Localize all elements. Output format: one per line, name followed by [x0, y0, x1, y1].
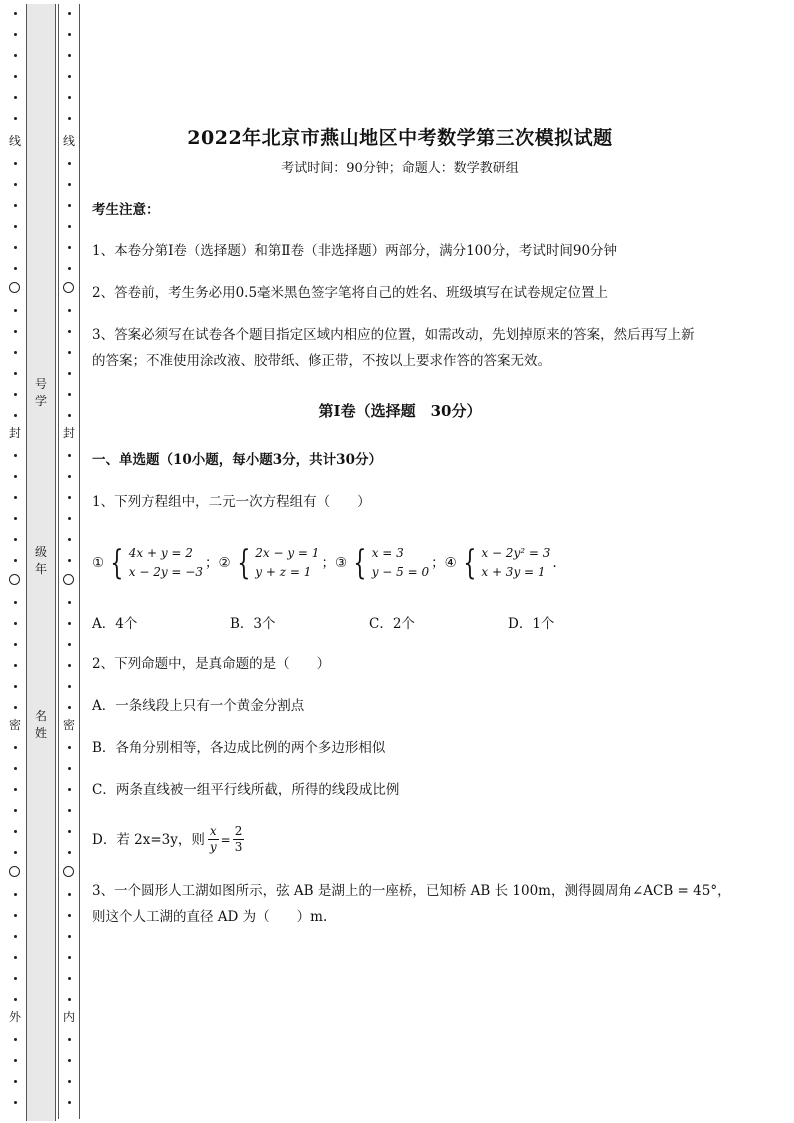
equals-sign: =	[220, 832, 231, 847]
dot	[68, 685, 71, 688]
dot	[14, 414, 17, 417]
dot	[14, 96, 17, 99]
dot	[68, 977, 71, 980]
dot	[68, 267, 71, 270]
dot	[14, 685, 17, 688]
dot	[68, 1080, 71, 1083]
dot	[68, 935, 71, 938]
exam-subtitle: 考试时间：90分钟；命题人：数学教研组	[281, 161, 519, 176]
dot	[68, 475, 71, 478]
dot	[68, 1038, 71, 1041]
question-1-systems	[92, 541, 557, 585]
dot	[68, 517, 71, 520]
dot	[14, 393, 17, 396]
circle-mark	[63, 574, 74, 585]
dot	[68, 622, 71, 625]
numerator: 2	[234, 824, 243, 838]
dot	[14, 1059, 17, 1062]
dot	[68, 351, 71, 354]
fraction-x-over-y	[208, 824, 219, 855]
dot	[68, 914, 71, 917]
equation: y + z = 1	[255, 565, 312, 579]
dot	[68, 956, 71, 959]
dot	[14, 204, 17, 207]
dot	[14, 372, 17, 375]
dot	[14, 977, 17, 980]
class-label: 级 年	[34, 545, 47, 576]
question-1-option-a: A．4个	[92, 616, 138, 632]
dot	[68, 96, 71, 99]
system-label: ④	[444, 555, 457, 571]
dot	[14, 12, 17, 15]
equation-system: { 4x + y = 2 x − 2y = −3	[110, 543, 203, 583]
dot	[14, 75, 17, 78]
dot	[68, 183, 71, 186]
dot	[68, 559, 71, 562]
question-1-stem: 1、下列方程组中，二元一次方程组有（ ）	[92, 494, 371, 510]
question-1-option-d: D．1个	[508, 616, 555, 632]
question-2-option-a: A．一条线段上只有一个黄金分割点	[92, 698, 305, 714]
dot	[68, 75, 71, 78]
dot	[68, 998, 71, 1001]
dot	[68, 851, 71, 854]
dot	[14, 643, 17, 646]
name-label: 名 姓	[34, 709, 47, 740]
binding-mark-secret: 密	[62, 718, 75, 732]
dot	[68, 809, 71, 812]
denominator: 3	[234, 840, 243, 854]
dot	[14, 330, 17, 333]
dot	[68, 830, 71, 833]
equation-system: { x − 2y² = 3 x + 3y = 1	[463, 543, 551, 583]
dot	[14, 830, 17, 833]
dot	[14, 246, 17, 249]
circle-mark	[9, 866, 20, 877]
binding-mark-outer: 外	[8, 1010, 21, 1024]
dot	[14, 1038, 17, 1041]
system-label: ①	[92, 555, 105, 571]
option-d-text: D．若 2x=3y，则	[92, 831, 205, 848]
dot	[68, 33, 71, 36]
dot	[14, 309, 17, 312]
dot	[68, 643, 71, 646]
dot	[68, 601, 71, 604]
dot	[14, 351, 17, 354]
part-heading: 一、单选题（10小题，每小题3分，共计30分）	[92, 452, 382, 468]
dot	[14, 746, 17, 749]
dot	[14, 1101, 17, 1104]
dot	[14, 183, 17, 186]
denominator: y	[209, 840, 217, 854]
dot	[14, 54, 17, 57]
separator: ；	[205, 555, 219, 571]
question-1-option-b: B．3个	[230, 616, 276, 632]
dot	[68, 746, 71, 749]
dot	[14, 956, 17, 959]
notice-item: 2、答卷前，考生务必用0.5毫米黑色签字笔将自己的姓名、班级填写在试卷规定位置上	[92, 285, 609, 301]
dot	[68, 454, 71, 457]
question-1-option-c: C．2个	[369, 616, 415, 632]
circle-mark	[9, 282, 20, 293]
binding-mark-seal: 封	[8, 426, 21, 440]
equation: 4x + y = 2	[128, 546, 193, 560]
equation: x − 2y = −3	[128, 565, 203, 579]
dot	[68, 414, 71, 417]
dot	[68, 496, 71, 499]
notice-item: 3、答案必须写在试卷各个题目指定区域内相应的位置，如需改动，先划掉原来的答案，然后再写上新	[92, 327, 695, 343]
dot	[68, 393, 71, 396]
dot	[68, 1101, 71, 1104]
dot	[14, 788, 17, 791]
binding-mark-seal: 封	[62, 426, 75, 440]
numerator: x	[209, 824, 217, 838]
question-2-option-d	[92, 824, 244, 855]
dot	[68, 1059, 71, 1062]
separator: .	[552, 555, 557, 571]
question-2-option-b: B．各角分别相等，各边成比例的两个多边形相似	[92, 740, 386, 756]
dot	[68, 162, 71, 165]
dot	[14, 767, 17, 770]
dot	[68, 788, 71, 791]
equation-system: { x = 3 y − 5 = 0	[353, 543, 430, 583]
circle-mark	[63, 282, 74, 293]
notice-item-continued: 的答案；不准使用涂改液、胶带纸、修正带，不按以上要求作答的答案无效。	[92, 353, 551, 369]
dot	[68, 767, 71, 770]
equation: y − 5 = 0	[371, 565, 430, 579]
section-title: 第I卷（选择题 30分）	[318, 402, 482, 420]
circle-mark	[9, 574, 20, 585]
dot	[14, 162, 17, 165]
equation: x = 3	[371, 546, 404, 560]
binding-mark-inner: 内	[62, 1010, 75, 1024]
dot	[68, 117, 71, 120]
binding-mark-secret: 密	[8, 718, 21, 732]
dot	[14, 935, 17, 938]
dot	[14, 475, 17, 478]
dot	[68, 225, 71, 228]
dot	[68, 54, 71, 57]
dot	[14, 601, 17, 604]
dot	[14, 664, 17, 667]
dot	[14, 809, 17, 812]
question-3-line-2: 则这个人工湖的直径 AD 为（ ）m.	[92, 909, 328, 925]
system-label: ③	[334, 555, 348, 571]
dot	[68, 309, 71, 312]
outer-binding-column	[5, 4, 25, 1121]
dot	[14, 117, 17, 120]
equation: x − 2y² = 3	[481, 546, 551, 560]
separator: ；	[431, 555, 445, 571]
dot	[14, 33, 17, 36]
binding-mark-line: 线	[62, 134, 75, 148]
student-info-strip	[26, 4, 56, 1121]
equation-system: { 2x − y = 1 y + z = 1	[236, 543, 320, 583]
dot	[68, 664, 71, 667]
dot	[68, 204, 71, 207]
notice-item: 1、本卷分第I卷（选择题）和第Ⅱ卷（非选择题）两部分，满分100分，考试时间90分钟	[92, 243, 618, 259]
dot	[14, 1080, 17, 1083]
dot	[14, 225, 17, 228]
dot	[68, 12, 71, 15]
dot	[14, 914, 17, 917]
dot	[14, 267, 17, 270]
dot	[14, 538, 17, 541]
equation: x + 3y = 1	[481, 565, 546, 579]
dot	[68, 372, 71, 375]
dot	[14, 517, 17, 520]
dot	[68, 706, 71, 709]
system-label: ②	[218, 555, 231, 571]
student-number-label: 号 学	[34, 377, 47, 408]
dot	[14, 706, 17, 709]
circle-mark	[63, 866, 74, 877]
dot	[14, 496, 17, 499]
binding-mark-line: 线	[8, 134, 21, 148]
dot	[14, 851, 17, 854]
notice-heading: 考生注意：	[92, 202, 160, 218]
question-2-stem: 2、下列命题中，是真命题的是（ ）	[92, 656, 331, 672]
dot	[14, 998, 17, 1001]
dot	[68, 538, 71, 541]
dot	[14, 559, 17, 562]
equation: 2x − y = 1	[255, 546, 320, 560]
dot	[14, 893, 17, 896]
dot	[68, 330, 71, 333]
dot	[14, 454, 17, 457]
dot	[68, 246, 71, 249]
dot	[68, 893, 71, 896]
dot	[14, 622, 17, 625]
question-3-line-1: 3、一个圆形人工湖如图所示，弦 AB 是湖上的一座桥，已知桥 AB 长 100m，测得圆周角∠ACB = 45°，	[92, 883, 731, 899]
separator: ；	[321, 555, 335, 571]
question-2-option-c: C．两条直线被一组平行线所截，所得的线段成比例	[92, 782, 400, 798]
exam-title: 2022年北京市燕山地区中考数学第三次模拟试题	[187, 127, 613, 149]
inner-binding-column	[58, 4, 80, 1119]
fraction-two-thirds	[233, 824, 245, 855]
